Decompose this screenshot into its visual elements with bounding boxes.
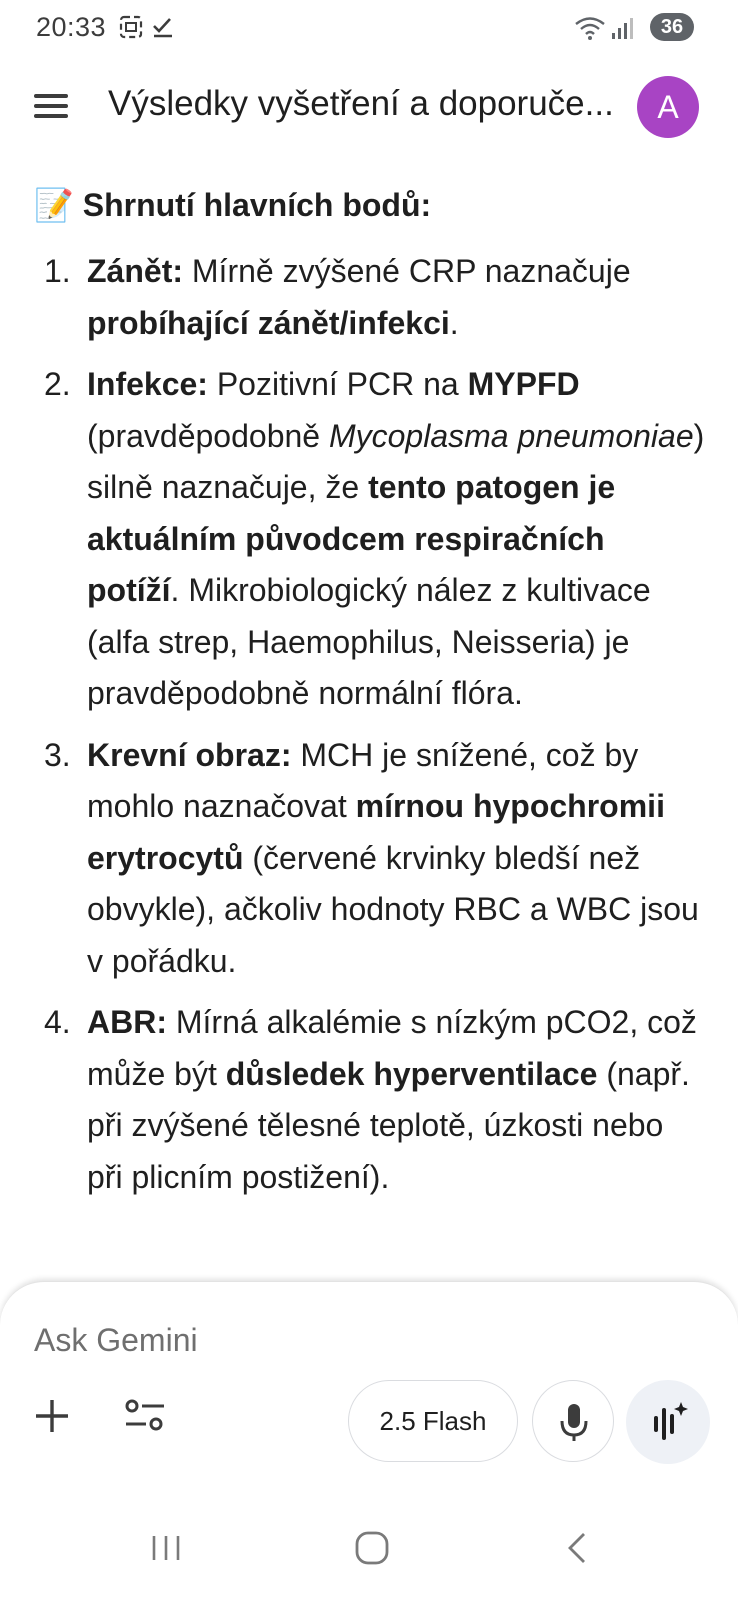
list-item-number: 3.	[44, 736, 71, 773]
list-item	[0, 246, 738, 349]
list-item-text: ABR: Mírná alkalémie s nízkým pCO2, což může být důsledek hyperventilace (např. při zvýšené tělesné teplotě, úzkosti nebo při plicním postižení).	[87, 1004, 697, 1195]
recent-apps-button[interactable]	[136, 1520, 196, 1580]
signal-icon	[610, 16, 634, 45]
status-bar	[0, 0, 738, 56]
point-label: Zánět:	[87, 253, 183, 289]
summary-heading-text: Shrnutí hlavních bodů:	[82, 187, 432, 223]
tune-icon	[122, 1394, 170, 1438]
list-item-text: Zánět: Mírně zvýšené CRP naznačuje probíhající zánět/infekci.	[87, 253, 631, 341]
list-item	[0, 997, 738, 1203]
back-button[interactable]	[548, 1520, 608, 1580]
home-button[interactable]	[342, 1520, 402, 1580]
point-label: ABR:	[87, 1004, 167, 1040]
list-item-number: 1.	[44, 253, 71, 289]
home-icon	[342, 1520, 402, 1580]
system-nav-bar	[0, 1520, 738, 1600]
list-item	[0, 359, 738, 720]
check-icon	[150, 14, 176, 45]
live-button[interactable]	[626, 1380, 710, 1464]
chat-title: Výsledky vyšetření a doporuče...	[108, 84, 614, 123]
list-item-text: Infekce: Pozitivní PCR na MYPFD (pravděpodobně Mycoplasma pneumoniae) silně naznačuje, že tento patogen je aktuálním původcem respiračních potíží. Mikrobiologický nález z kultivace (alfa strep, Haemophilus, Neisseria) je pravděpodobně normální flóra.	[87, 366, 705, 711]
summary-heading	[34, 186, 431, 224]
plus-icon	[30, 1394, 74, 1438]
ask-gemini-input[interactable]	[34, 1318, 694, 1362]
back-icon	[548, 1520, 608, 1580]
battery-level: 36	[660, 16, 684, 38]
add-button[interactable]	[30, 1394, 74, 1438]
microphone-icon	[533, 1381, 615, 1463]
wifi-icon	[574, 16, 606, 45]
status-time: 20:33	[36, 12, 107, 42]
list-item-text: Krevní obraz: MCH je snížené, což by mohlo naznačovat mírnou hypochromii erytrocytů (červené krvinky bledší než obvykle), ačkoliv hodnoty RBC a WBC jsou v pořádku.	[87, 736, 699, 979]
menu-icon	[34, 94, 68, 98]
tools-button[interactable]	[122, 1394, 170, 1438]
summary-points	[0, 246, 738, 1213]
avatar[interactable]: A	[637, 76, 699, 138]
memo-icon: 📝	[34, 187, 74, 223]
microphone-button[interactable]	[532, 1380, 614, 1462]
point-label: Krevní obraz:	[87, 736, 292, 773]
model-selector[interactable]: 2.5 Flash	[348, 1380, 518, 1462]
recents-icon	[136, 1520, 196, 1580]
list-item-number: 4.	[44, 1004, 71, 1040]
screenshot-icon	[118, 14, 144, 45]
live-waveform-icon	[626, 1380, 710, 1464]
menu-button[interactable]	[32, 88, 72, 124]
point-label: Infekce:	[87, 366, 208, 402]
battery-icon	[650, 13, 694, 41]
list-item-number: 2.	[44, 366, 71, 402]
list-item	[0, 730, 738, 988]
top-app-bar	[0, 68, 738, 144]
